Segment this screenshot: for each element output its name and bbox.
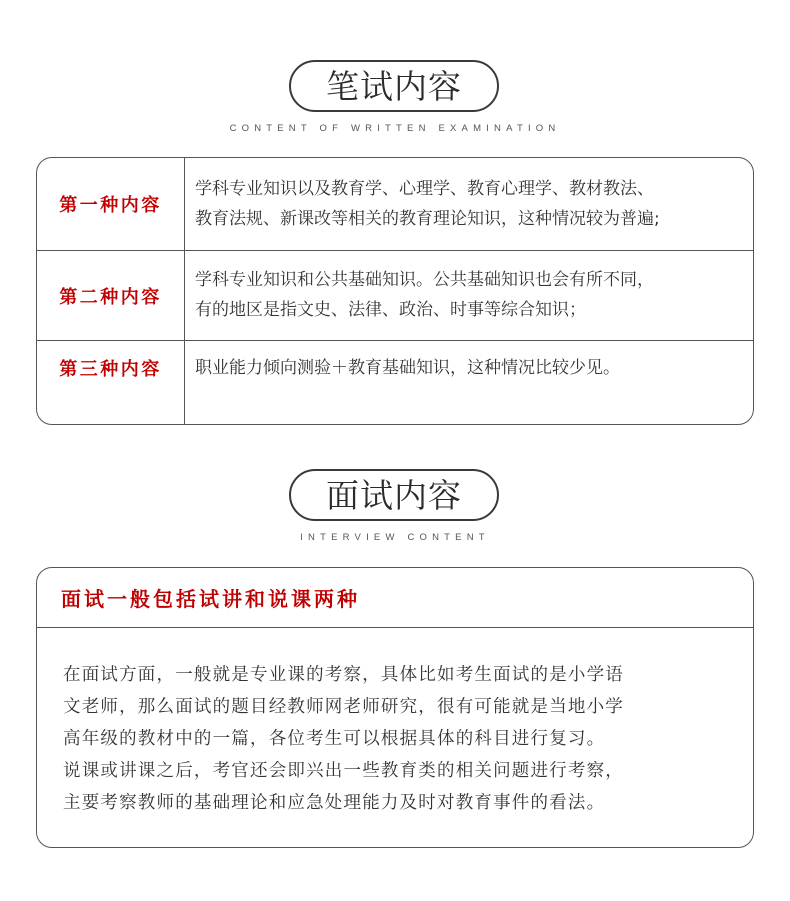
- written-row-3: [37, 341, 753, 425]
- written-row-text: [185, 158, 753, 250]
- interview-body: [63, 659, 753, 819]
- interview-content-box: [36, 567, 754, 848]
- interview-body-line: 说课或讲课之后，考官还会即兴出一些教育类的相关问题进行考察，: [63, 761, 624, 781]
- written-row-label: 第三种内容: [37, 341, 185, 425]
- written-row-line: 学科专业知识和公共基础知识。公共基础知识也会有所不同，: [195, 270, 654, 290]
- interview-section-title: 面试内容: [289, 469, 499, 521]
- written-row-label: 第一种内容: [37, 158, 185, 250]
- written-row-1: [37, 158, 753, 250]
- written-row-line: 职业能力倾向测验＋教育基础知识，这种情况比较少见。: [195, 358, 620, 378]
- interview-section-subtitle: INTERVIEW CONTENT: [300, 532, 490, 543]
- written-row-text: [185, 251, 753, 340]
- written-row-line: 学科专业知识以及教育学、心理学、教育心理学、教材教法、: [195, 179, 654, 199]
- written-row-line: 有的地区是指文史、法律、政治、时事等综合知识；: [195, 300, 586, 320]
- written-content-table: [36, 157, 754, 425]
- written-row-2: [37, 251, 753, 340]
- written-row-line: 教育法规、新课改等相关的教育理论知识，这种情况较为普遍;: [195, 209, 660, 229]
- interview-body-line: 文老师，那么面试的题目经教师网老师研究，很有可能就是当地小学: [63, 697, 624, 717]
- interview-body-line: 主要考察教师的基础理论和应急处理能力及时对教育事件的看法。: [63, 793, 606, 813]
- written-section-subtitle: CONTENT OF WRITTEN EXAMINATION: [229, 123, 561, 134]
- interview-body-line: 在面试方面，一般就是专业课的考察，具体比如考生面试的是小学语: [63, 665, 624, 685]
- interview-heading: 面试一般包括试讲和说课两种: [37, 568, 753, 628]
- written-row-text: [185, 341, 753, 425]
- written-row-label: 第二种内容: [37, 251, 185, 340]
- written-section-title: 笔试内容: [289, 60, 499, 112]
- interview-body-line: 高年级的教材中的一篇，各位考生可以根据具体的科目进行复习。: [63, 729, 606, 749]
